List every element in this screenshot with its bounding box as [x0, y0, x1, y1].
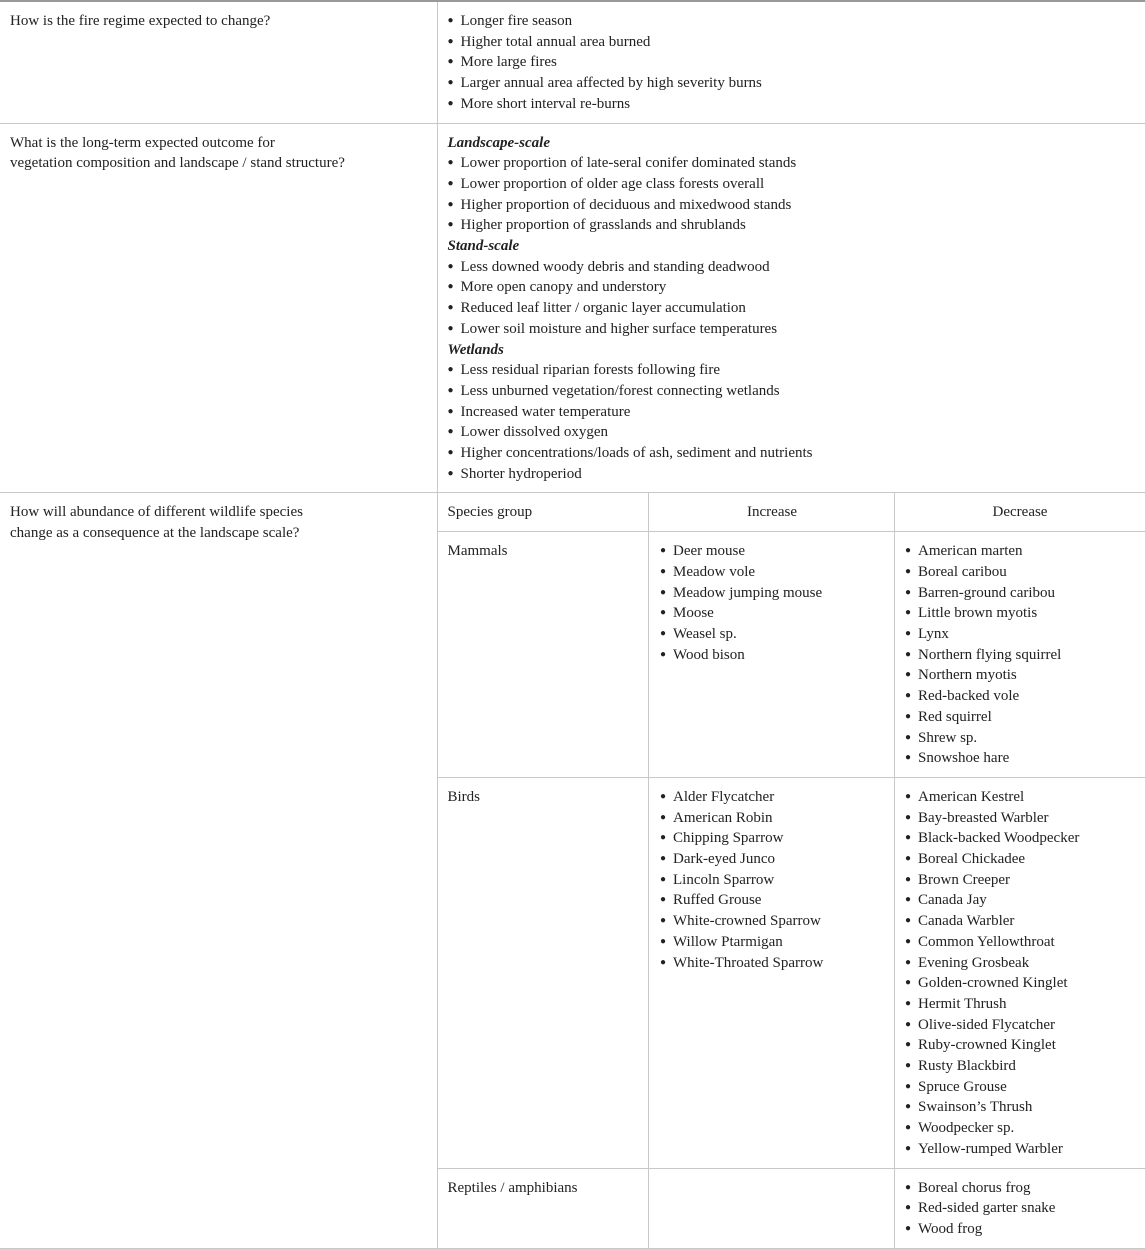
- species-header-row: [438, 493, 1145, 531]
- header-increase: Increase: [649, 493, 895, 531]
- bullet-list: [448, 11, 1136, 115]
- list-item: ● Less downed woody debris and standing deadwood: [448, 257, 1136, 278]
- table-row: [0, 1, 1145, 123]
- list-item: ● White-crowned Sparrow: [660, 911, 884, 932]
- list-item: ● More open canopy and understory: [448, 277, 1136, 298]
- species-row-reptiles-amphibians: [438, 1168, 1145, 1248]
- list-item: ● Red-sided garter snake: [905, 1198, 1135, 1219]
- list-item: ● Swainson’s Thrush: [905, 1097, 1135, 1118]
- increase-cell: [649, 1168, 895, 1248]
- list-item: ● Boreal Chickadee: [905, 849, 1135, 870]
- list-item: ● Black-backed Woodpecker: [905, 828, 1135, 849]
- decrease-cell: [895, 532, 1145, 778]
- species-group-name: Birds: [438, 777, 649, 1168]
- list-item: ● Olive-sided Flycatcher: [905, 1015, 1135, 1036]
- list-item: ● Lynx: [905, 624, 1135, 645]
- list-item: ● Lincoln Sparrow: [660, 870, 884, 891]
- increase-cell: [649, 777, 895, 1168]
- section-heading: Stand-scale: [448, 236, 1136, 257]
- answer-cell: [437, 493, 1145, 1248]
- question-line: What is the long-term expected outcome for: [10, 133, 427, 154]
- list-item: ● Golden-crowned Kinglet: [905, 973, 1135, 994]
- list-item: ● Less residual riparian forests following fire: [448, 360, 1136, 381]
- bullet-list: [660, 787, 884, 973]
- list-item: ● Boreal caribou: [905, 562, 1135, 583]
- list-item: ● Lower soil moisture and higher surface temperatures: [448, 319, 1136, 340]
- section-heading: Landscape-scale: [448, 133, 1136, 154]
- list-item: ● Boreal chorus frog: [905, 1178, 1135, 1199]
- list-item: ● Rusty Blackbird: [905, 1056, 1135, 1077]
- decrease-cell: [895, 1168, 1145, 1248]
- list-item: ● Moose: [660, 603, 884, 624]
- question-line: How will abundance of different wildlife species: [10, 502, 427, 523]
- list-item: ● Longer fire season: [448, 11, 1136, 32]
- list-item: ● Shorter hydroperiod: [448, 464, 1136, 485]
- list-item: ● Northern myotis: [905, 665, 1135, 686]
- list-item: ● Higher concentrations/loads of ash, sediment and nutrients: [448, 443, 1136, 464]
- list-item: ● Evening Grosbeak: [905, 953, 1135, 974]
- list-item: ● Reduced leaf litter / organic layer accumulation: [448, 298, 1136, 319]
- species-group-name: Mammals: [438, 532, 649, 778]
- answer-cell: [437, 123, 1145, 493]
- list-item: ● Red-backed vole: [905, 686, 1135, 707]
- list-item: ● Weasel sp.: [660, 624, 884, 645]
- species-row-mammals: [438, 532, 1145, 778]
- list-item: ● Meadow jumping mouse: [660, 583, 884, 604]
- species-row-birds: [438, 777, 1145, 1168]
- list-item: ● Alder Flycatcher: [660, 787, 884, 808]
- question-cell: [0, 493, 437, 1248]
- list-item: ● American Kestrel: [905, 787, 1135, 808]
- bullet-list: [905, 541, 1135, 769]
- bullet-list: [905, 787, 1135, 1160]
- list-item: ● Canada Jay: [905, 890, 1135, 911]
- list-item: ● More short interval re-burns: [448, 94, 1136, 115]
- list-item: ● American Robin: [660, 808, 884, 829]
- list-item: ● Canada Warbler: [905, 911, 1135, 932]
- species-group-name: Reptiles / amphibians: [438, 1168, 649, 1248]
- table-row: [0, 493, 1145, 1248]
- list-item: ● Barren-ground caribou: [905, 583, 1135, 604]
- list-item: ● Ruby-crowned Kinglet: [905, 1035, 1135, 1056]
- list-item: ● Lower dissolved oxygen: [448, 422, 1136, 443]
- list-item: ● Increased water temperature: [448, 402, 1136, 423]
- list-item: ● More large fires: [448, 52, 1136, 73]
- species-table: [438, 493, 1145, 1247]
- list-item: ● Chipping Sparrow: [660, 828, 884, 849]
- list-item: ● Willow Ptarmigan: [660, 932, 884, 953]
- list-item: ● Woodpecker sp.: [905, 1118, 1135, 1139]
- list-item: ● Snowshoe hare: [905, 748, 1135, 769]
- question-text: How is the fire regime expected to change?: [10, 13, 270, 29]
- answer-cell: [437, 1, 1145, 123]
- bullet-list: [905, 1178, 1135, 1240]
- list-item: ● White-Throated Sparrow: [660, 953, 884, 974]
- list-item: ● Larger annual area affected by high severity burns: [448, 73, 1136, 94]
- list-item: ● Shrew sp.: [905, 728, 1135, 749]
- increase-cell: [649, 532, 895, 778]
- list-item: ● Common Yellowthroat: [905, 932, 1135, 953]
- question-line: vegetation composition and landscape / stand structure?: [10, 153, 427, 174]
- question-line: change as a consequence at the landscape scale?: [10, 523, 427, 544]
- bullet-list: [448, 257, 1136, 340]
- decrease-cell: [895, 777, 1145, 1168]
- bullet-list: [448, 360, 1136, 484]
- list-item: ● Spruce Grouse: [905, 1077, 1135, 1098]
- question-cell: [0, 123, 437, 493]
- list-item: ● Northern flying squirrel: [905, 645, 1135, 666]
- list-item: ● Brown Creeper: [905, 870, 1135, 891]
- header-species-group: Species group: [438, 493, 649, 531]
- list-item: ● Ruffed Grouse: [660, 890, 884, 911]
- list-item: ● Meadow vole: [660, 562, 884, 583]
- list-item: ● Lower proportion of late-seral conifer dominated stands: [448, 153, 1136, 174]
- list-item: ● Little brown myotis: [905, 603, 1135, 624]
- list-item: ● Wood bison: [660, 645, 884, 666]
- list-item: ● Hermit Thrush: [905, 994, 1135, 1015]
- bullet-list: [448, 153, 1136, 236]
- list-item: ● Bay-breasted Warbler: [905, 808, 1135, 829]
- list-item: ● Higher proportion of deciduous and mixedwood stands: [448, 195, 1136, 216]
- list-item: ● Wood frog: [905, 1219, 1135, 1240]
- header-decrease: Decrease: [895, 493, 1145, 531]
- section-heading: Wetlands: [448, 340, 1136, 361]
- list-item: ● Dark-eyed Junco: [660, 849, 884, 870]
- list-item: ● Yellow-rumped Warbler: [905, 1139, 1135, 1160]
- question-cell: [0, 1, 437, 123]
- list-item: ● Higher proportion of grasslands and shrublands: [448, 215, 1136, 236]
- table-row: [0, 123, 1145, 493]
- list-item: ● Higher total annual area burned: [448, 32, 1136, 53]
- list-item: ● Deer mouse: [660, 541, 884, 562]
- bullet-list: [660, 541, 884, 665]
- list-item: ● American marten: [905, 541, 1135, 562]
- list-item: ● Lower proportion of older age class forests overall: [448, 174, 1136, 195]
- list-item: ● Less unburned vegetation/forest connecting wetlands: [448, 381, 1136, 402]
- list-item: ● Red squirrel: [905, 707, 1135, 728]
